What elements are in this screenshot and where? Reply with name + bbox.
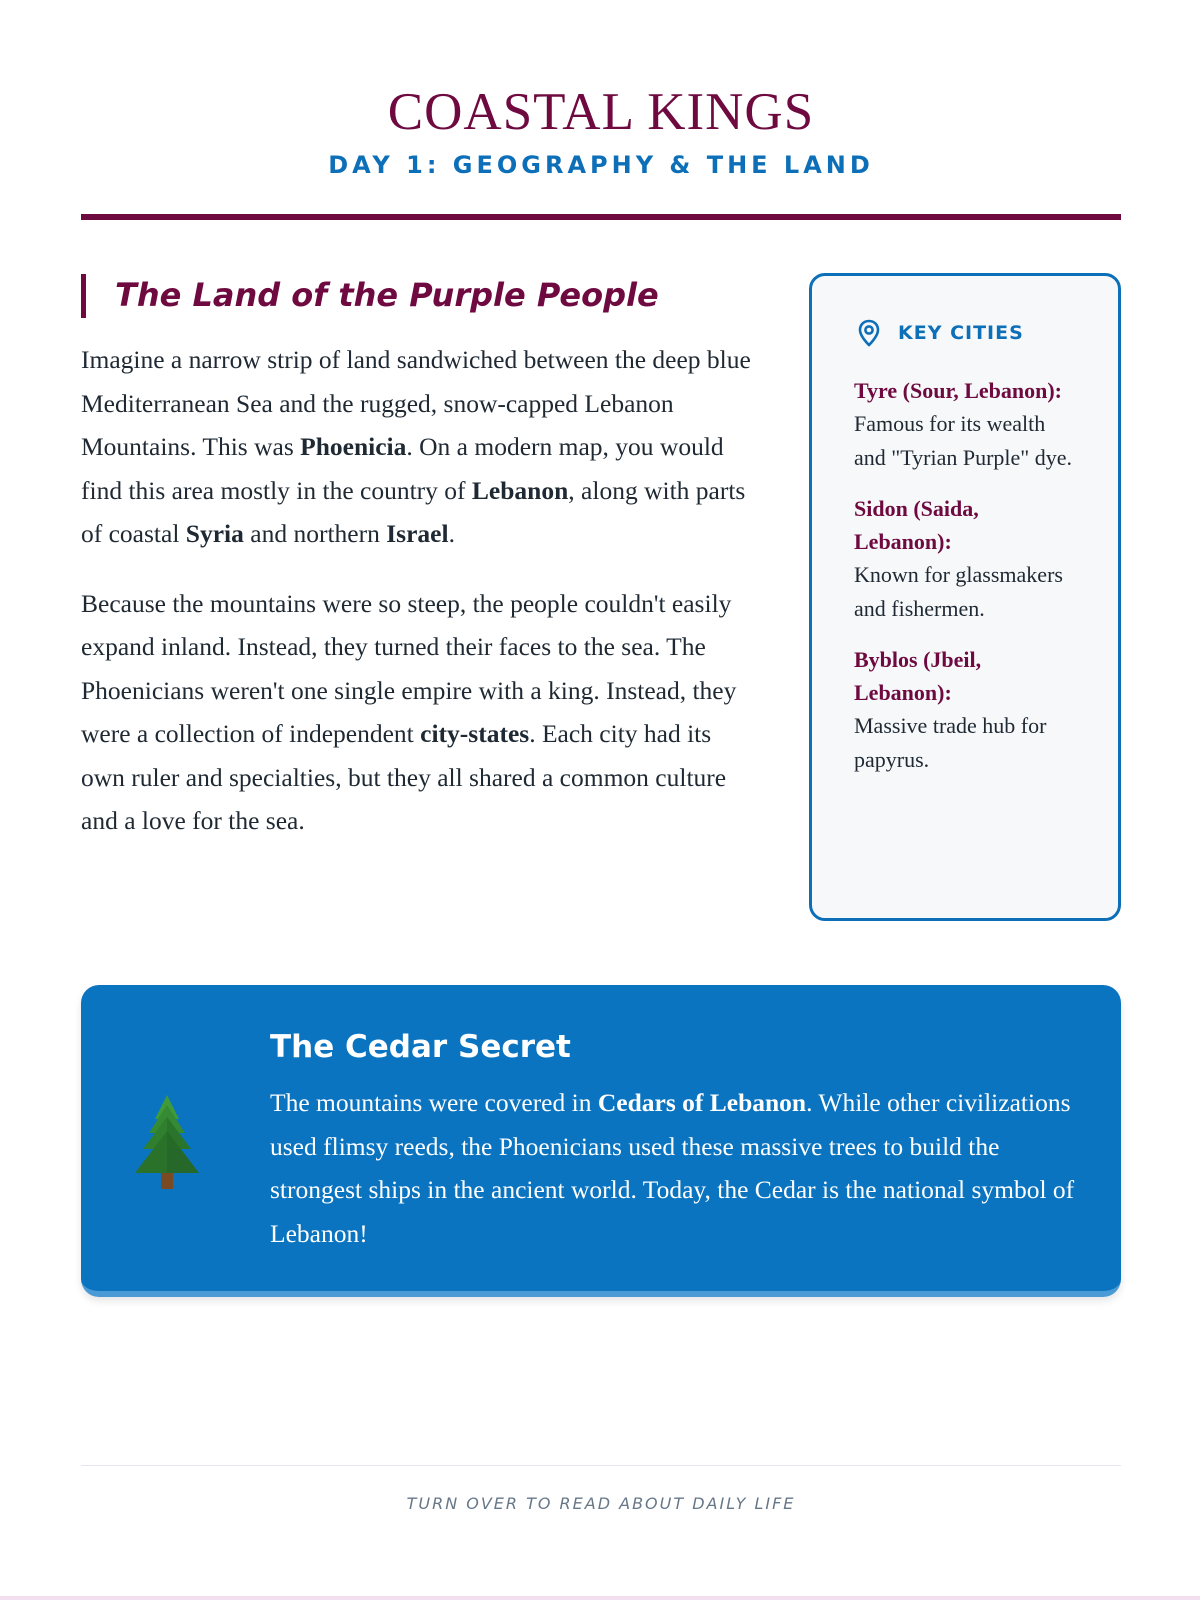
- city-name: Sidon (Saida, Lebanon):: [854, 496, 979, 554]
- city-entry: [854, 643, 1080, 776]
- article-body: [81, 338, 751, 843]
- callout-text: [270, 1081, 1080, 1255]
- sidebar-header: [854, 318, 1080, 348]
- city-description: Massive trade hub for papyrus.: [854, 713, 1047, 772]
- callout-text-part: The mountains were covered in: [270, 1088, 598, 1117]
- key-cities-sidebar: [809, 273, 1121, 921]
- paragraph-1-text: .: [448, 519, 455, 548]
- section-heading: [81, 272, 751, 320]
- callout-text-part: . While other civilizations used flimsy reeds, the Phoenicians used these massive trees to build the strongest ships in the ancient world. Today, the Cedar is the national symbol of Lebanon!: [270, 1088, 1075, 1248]
- paragraph-2-text: Because the mountains were so steep, the people couldn't easily expand inland. Instead, they turned their faces to the sea. The Phoenicians weren't one single empire with a king. Instead, they were a collection of independent: [81, 588, 737, 748]
- heading-accent-bar: [81, 274, 86, 318]
- footer-divider: [81, 1465, 1121, 1466]
- term-syria: Syria: [185, 519, 244, 548]
- city-description: Known for glassmakers and fishermen.: [854, 562, 1063, 621]
- section-heading-text: The Land of the Purple People: [115, 276, 659, 314]
- city-name: Byblos (Jbeil, Lebanon):: [854, 647, 982, 705]
- term-israel: Israel: [386, 519, 449, 548]
- main-article: [81, 272, 751, 843]
- footer-note: TURN OVER TO READ ABOUT DAILY LIFE: [406, 1494, 796, 1513]
- page-subtitle: DAY 1: GEOGRAPHY & THE LAND: [328, 151, 874, 179]
- page-header: [81, 80, 1121, 182]
- sidebar-title: KEY CITIES: [898, 322, 1024, 344]
- paragraph-1-text: and northern: [243, 519, 387, 548]
- paragraph-1: [81, 338, 751, 556]
- callout-title: The Cedar Secret: [270, 1029, 571, 1065]
- header-divider: [81, 214, 1121, 220]
- city-entry: [854, 492, 1080, 625]
- term-lebanon: Lebanon: [471, 475, 569, 505]
- city-name: Tyre (Sour, Lebanon):: [854, 378, 1063, 403]
- term-phoenicia: Phoenicia: [300, 432, 407, 461]
- term-cedars-of-lebanon: Cedars of Lebanon: [597, 1088, 807, 1117]
- cedar-callout: [81, 985, 1121, 1297]
- paragraph-2: [81, 582, 751, 843]
- bottom-edge-strip: [0, 1596, 1200, 1600]
- paragraph-1-text: Imagine a narrow strip of land sandwiched between the deep blue Mediterranean Sea and the rugged, snow-capped Lebanon Mountains. This was: [81, 345, 751, 461]
- paragraph-2-text: . Each city had its own ruler and specialties, but they all shared a common culture and a love for the sea.: [81, 719, 727, 835]
- term-city-states: city-states: [420, 719, 530, 748]
- city-description: Famous for its wealth and "Tyrian Purple" dye.: [854, 411, 1073, 470]
- page-title: COASTAL KINGS: [387, 83, 815, 141]
- evergreen-tree-icon: [127, 1091, 207, 1191]
- paragraph-1-text: . On a modern map, you would find this area mostly in the country of: [81, 432, 724, 505]
- paragraph-1-text: , along with parts of coastal: [81, 475, 746, 548]
- city-entry: [854, 374, 1080, 474]
- map-pin-icon: [854, 318, 884, 348]
